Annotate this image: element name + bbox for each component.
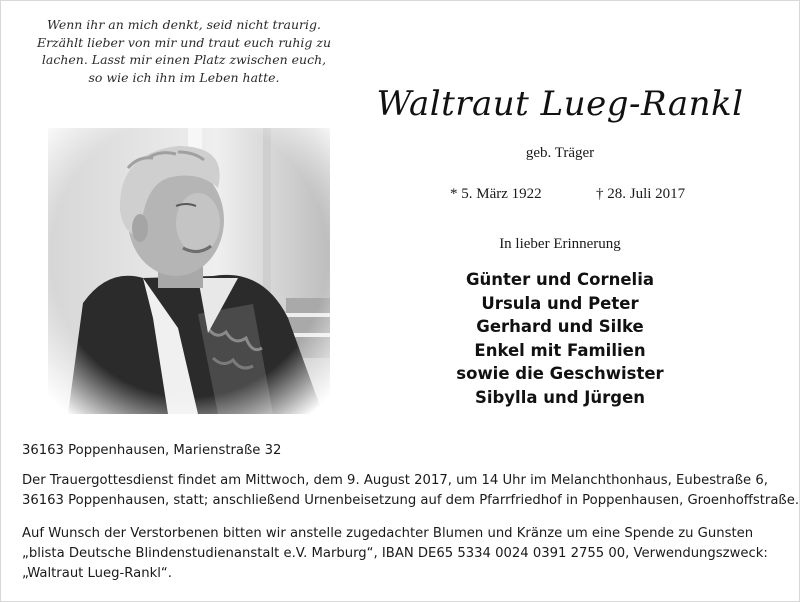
poem-line: so wie ich ihn im Leben hatte. xyxy=(88,69,280,85)
poem-line: Wenn ihr an mich denkt, seid nicht traurig. xyxy=(47,17,321,32)
family-member: Gerhard und Silke xyxy=(476,317,644,336)
family-list xyxy=(330,268,790,409)
poem-line: lachen. Lasst mir einen Platz zwischen euch, xyxy=(41,52,327,67)
family-member: Enkel mit Familien xyxy=(474,340,646,360)
birth-date: * 5. März 1922 xyxy=(450,186,542,202)
portrait-photo xyxy=(48,128,330,414)
memory-heading: In lieber Erinnerung xyxy=(499,236,621,252)
address xyxy=(22,441,788,461)
poem-line: Erzählt lieber von mir und traut euch ruhig zu xyxy=(36,34,332,50)
service-line: Der Trauergottesdienst findet am Mittwoch, dem 9. August 2017, um 14 Uhr im Melanchthonhaus, Eubestraße 6, xyxy=(22,473,768,488)
service-line: 36163 Poppenhausen, statt; anschließend Urnenbeisetzung auf dem Pfarrfriedhof in Poppenhausen, Groenhoffstraße. xyxy=(22,493,800,508)
family-member: Ursula und Peter xyxy=(481,293,639,313)
address-line: 36163 Poppenhausen, Marienstraße 32 xyxy=(22,443,282,458)
death-date: † 28. Juli 2017 xyxy=(596,186,686,202)
donation-line: „Waltraut Lueg-Rankl“. xyxy=(22,566,172,581)
family-member: Günter und Cornelia xyxy=(465,270,654,289)
donation-line: Auf Wunsch der Verstorbenen bitten wir anstelle zugedachter Blumen und Kränze um eine Spende zu Gunsten xyxy=(22,526,754,541)
donation-notice xyxy=(22,524,788,584)
maiden-name: geb. Träger xyxy=(525,145,595,161)
service-notice xyxy=(22,471,800,511)
donation-line: „blista Deutsche Blindenstudienanstalt e.V. Marburg“, IBAN DE65 5334 0024 0391 2755 00, Verwendungszweck: xyxy=(22,546,768,561)
family-member: sowie die Geschwister xyxy=(456,364,664,383)
family-member: Sibylla und Jürgen xyxy=(474,387,646,407)
deceased-name: Waltraut Lueg-Rankl xyxy=(376,84,744,124)
memorial-poem xyxy=(24,16,344,86)
portrait-photo-icon xyxy=(48,128,330,414)
